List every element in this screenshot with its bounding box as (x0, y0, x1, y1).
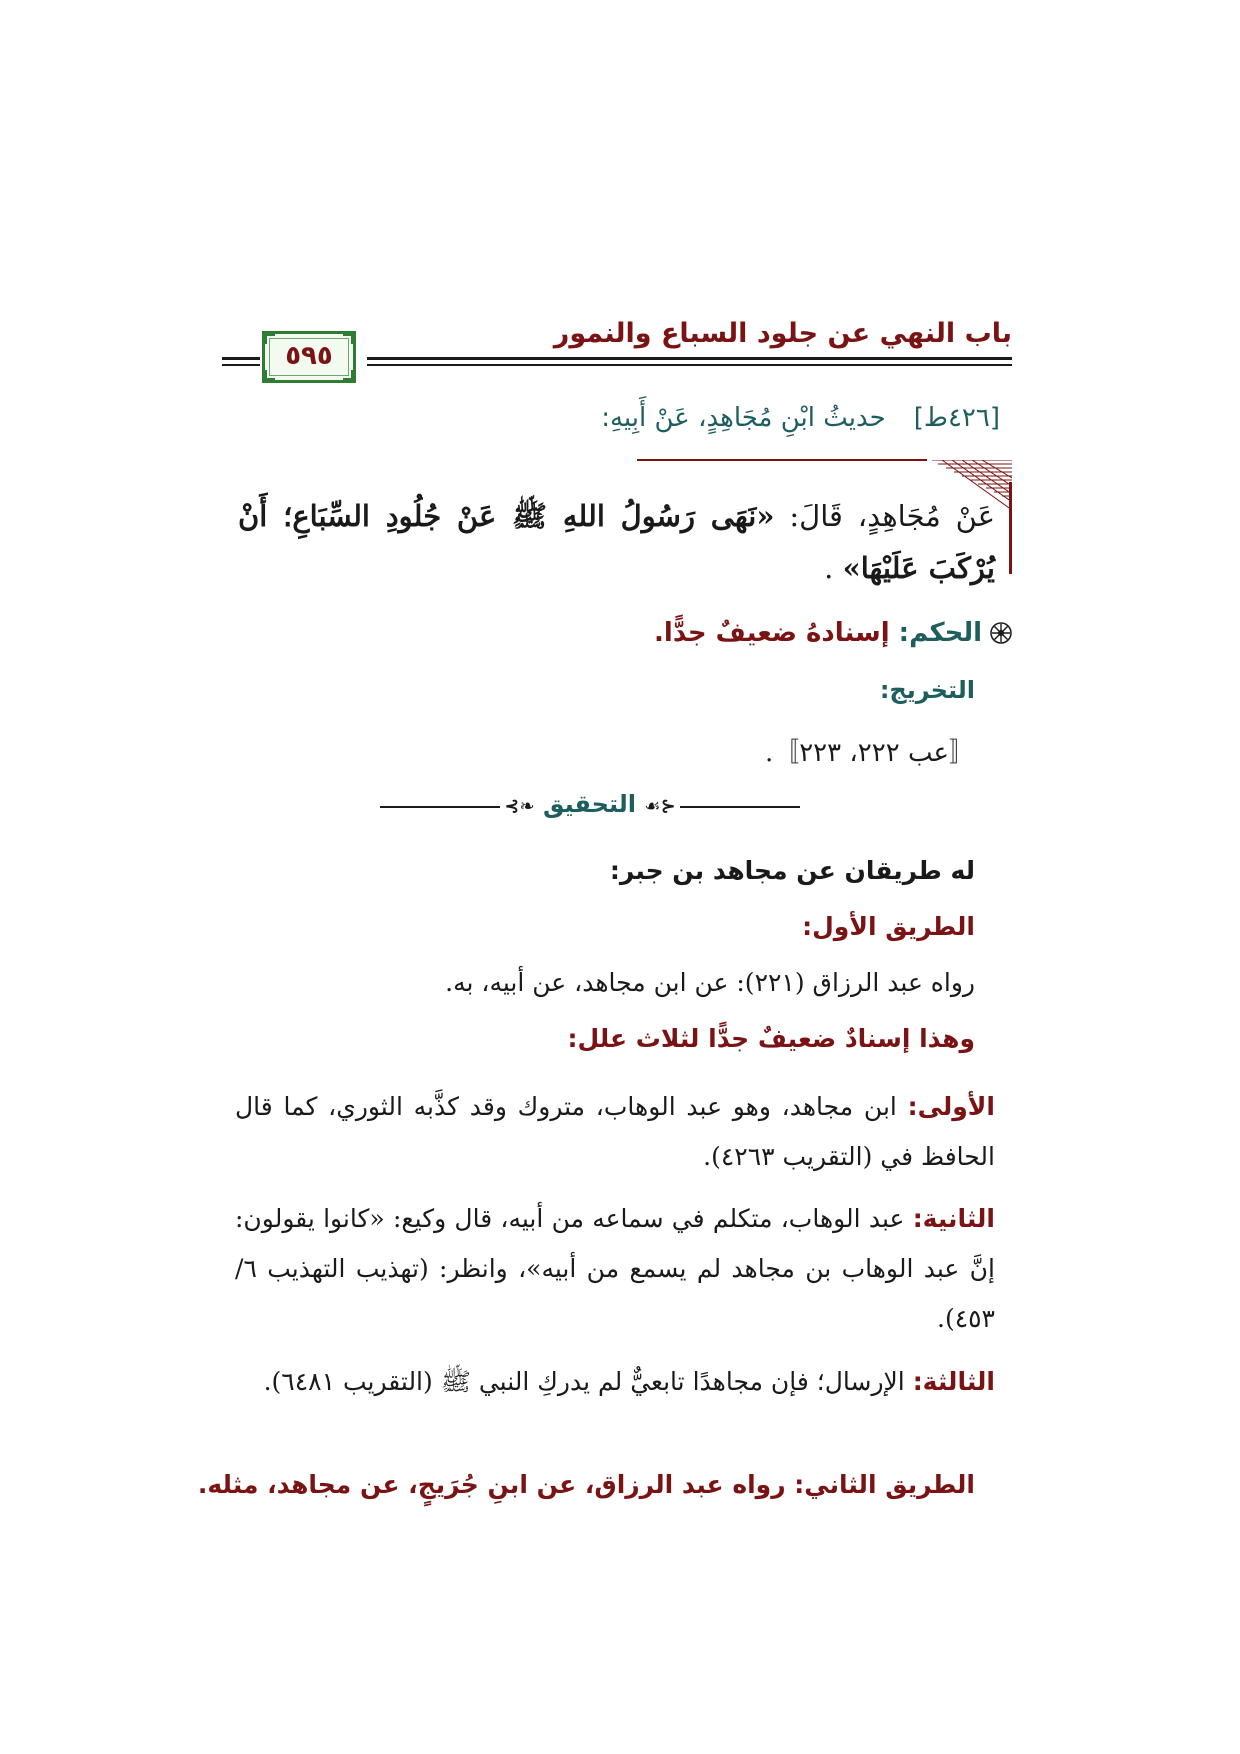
first-defect-key: الأولى: (907, 1092, 995, 1121)
header-rule-left-bottom (222, 364, 260, 366)
first-defect-text: ابن مجاهد، وهو عبد الوهاب، متروك وقد كذَّبه الثوري، كما قال الحافظ في (التقريب ٤٢٦٣). (235, 1092, 995, 1171)
tahqiq-divider: ⊰☙ التحقيق ❧⊱ (380, 788, 800, 824)
header-rule-bottom (367, 364, 1012, 366)
hadith-end: . (824, 551, 843, 585)
page-number: ٥٩٥ (285, 341, 333, 371)
third-defect-key: الثالثة: (912, 1367, 995, 1396)
second-defect (235, 1194, 995, 1344)
takhrij-text: 〚عب ٢٢٢، ٢٢٣〛. (764, 738, 975, 768)
takhrij-label: التخريج: (879, 676, 975, 704)
second-path: الطريق الثاني: رواه عبد الرزاق، عن ابنِ جُرَيجٍ، عن مجاهد، مثله. (197, 1470, 975, 1499)
second-defect-key: الثانية: (912, 1204, 995, 1233)
third-defect-text: الإرسال؛ فإن مجاهدًا تابعيٌّ لم يدركِ النبي ﷺ (التقريب ٦٤٨١). (263, 1367, 913, 1396)
third-defect (235, 1357, 995, 1407)
ruling-line (654, 618, 1012, 648)
hadith-intro: عَنْ مُجَاهِدٍ، قَالَ: (774, 499, 995, 533)
tahqiq-title: التحقيق (542, 790, 636, 818)
hadith-number: [٤٢٦ط] (913, 403, 1000, 433)
weakness-heading: وهذا إسنادٌ ضعيفٌ جدًّا لثلاث علل: (567, 1024, 975, 1053)
hadith-side-bar (1009, 482, 1012, 574)
first-path-label: الطريق الأول: (802, 912, 975, 941)
page-number-badge (262, 331, 356, 383)
hadith-matn: «نَهَى رَسُولُ اللهِ ﷺ عَنْ جُلُودِ السِّبَاعِ؛ أَنْ يُرْكَبَ عَلَيْهَا» (238, 499, 995, 585)
second-defect-text: عبد الوهاب، متكلم في سماعه من أبيه، قال وكيع: «كانوا يقولون: إنَّ عبد الوهاب بن مجاهد لم يسمع من أبيه»، وانظر: (تهذيب التهذيب ٦/ ٤٥٣). (235, 1204, 995, 1333)
heading-underline (637, 459, 927, 461)
chapter-title: باب النهي عن جلود السباع والنمور (553, 318, 1012, 349)
hadith-text (238, 490, 995, 594)
hadith-heading (601, 403, 1000, 433)
paths-intro: له طريقان عن مجاهد بن جبر: (609, 856, 975, 885)
ruling-label: الحكم: (898, 618, 982, 648)
header-rule-top (367, 357, 1012, 360)
first-defect (235, 1082, 995, 1182)
hadith-title: حديثُ ابْنِ مُجَاهِدٍ، عَنْ أَبِيهِ: (601, 403, 886, 433)
first-path-text: رواه عبد الرزاق (٢٢١): عن ابن مجاهد، عن أبيه، به. (445, 968, 975, 997)
ruling-value: إسنادهُ ضعيفٌ جدًّا. (654, 618, 899, 648)
header-rule-left-top (222, 357, 260, 360)
flower-icon (990, 622, 1012, 644)
